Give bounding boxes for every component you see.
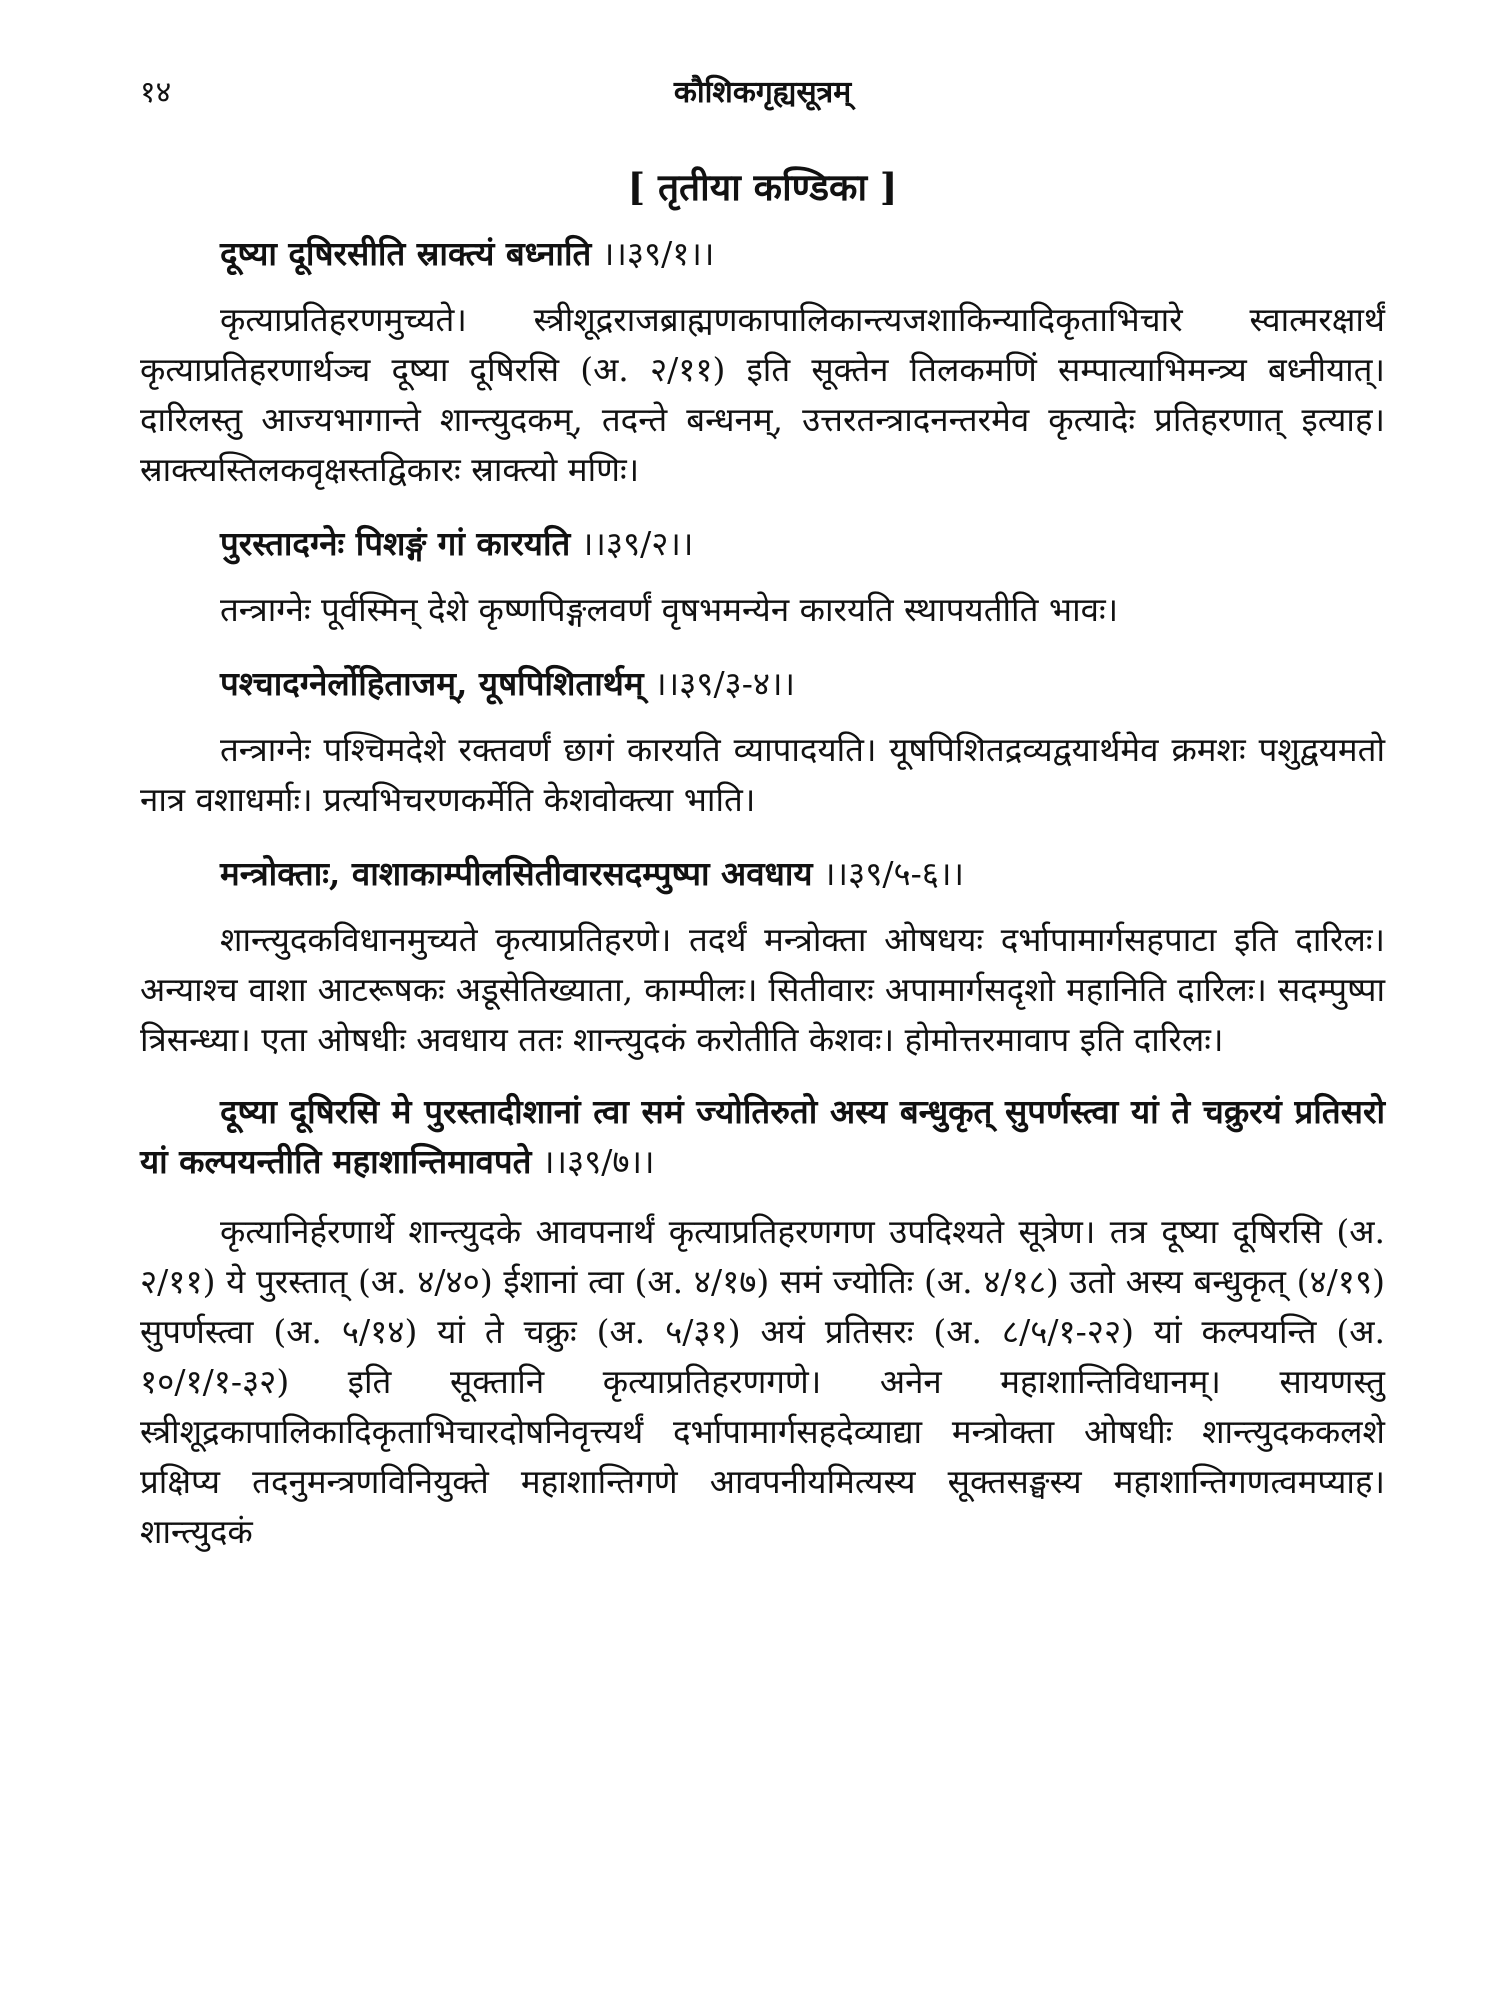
commentary-paragraph: कृत्याप्रतिहरणमुच्यते। स्त्रीशूद्रराजब्राह्मणकापालिकान्त्यजशाकिन्यादिकृताभिचारे स्वात्मरक्षार्थं कृत्याप्रतिहरणार्थञ्च दूष्या दूषिरसि (अ. २/११) इति सूक्तेन तिलकमणिं सम्पात्याभिमन्त्र्य बध्नीयात्। दारिलस्तु आज्यभागान्ते शान्त्युदकम्, तदन्ते बन्धनम्, उत्तरतन्त्रादनन्तरमेव कृत्यादेः प्रतिहरणात् इत्याह। स्राक्त्यस्तिलकवृक्षस्तद्विकारः स्राक्त्यो मणिः। (140, 300, 1385, 489)
sutra-text: दूष्या दूषिरसीति स्राक्त्यं बध्नाति (220, 234, 592, 273)
sutra-text: दूष्या दूषिरसि मे पुरस्तादीशानां त्वा समं ज्योतिरुतो अस्य बन्धुकृत् सुपर्णस्त्वा यां ते चक्रुरयं प्रतिसरो यां कल्पयन्तीति महाशान्तिमावपते (140, 1092, 1385, 1181)
sutra-text: मन्त्रोक्ताः, वाशाकाम्पीलसितीवारसदम्पुष्पा अवधाय (220, 854, 813, 893)
sutra-reference: ।।३९/१।। (601, 234, 715, 273)
sutra-line (140, 227, 1385, 281)
running-title: कौशिकगृह्यसूत्रम् (673, 75, 852, 110)
sutra-block (140, 1087, 1385, 1187)
commentary-paragraph: कृत्यानिर्हरणार्थे शान्त्युदके आवपनार्थं कृत्याप्रतिहरणगण उपदिश्यते सूत्रेण। तत्र दूष्या दूषिरसि (अ. २/११) ये पुरस्तात् (अ. ४/४०) ईशानां त्वा (अ. ४/१७) समं ज्योतिः (अ. ४/१८) उतो अस्य बन्धुकृत् (४/१९) सुपर्णस्त्वा (अ. ५/१४) यां ते चक्रुः (अ. ५/३१) अयं प्रतिसरः (अ. ८/५/१-२२) यां कल्पयन्ति (अ. १०/१/१-३२) इति सूक्तानि कृत्याप्रतिहरणगणे। अनेन महाशान्तिविधानम्। सायणस्तु स्त्रीशूद्रकापालिकादिकृताभिचारदोषनिवृत्त्यर्थं दर्भापामार्गसहदेव्याद्या मन्त्रोक्ता ओषधीः शान्त्युदककलशे प्रक्षिप्य तदनुमन्त्रणविनियुक्ते महाशान्तिगणे आवपनीयमित्यस्य सूक्तसङ्घस्य महाशान्तिगणत्वमप्याह। शान्त्युदकं (140, 1212, 1385, 1551)
sutra-line (140, 657, 1385, 711)
commentary-paragraph: तन्त्राग्नेः पूर्वस्मिन् देशे कृष्णपिङ्गलवर्णं वृषभमन्येन कारयति स्थापयतीति भावः। (220, 590, 1119, 629)
sutra-reference: ।।३९/७।। (541, 1142, 655, 1181)
sutra-text: पश्चादग्नेर्लोहिताजम्, यूषपिशितार्थम् (220, 664, 644, 703)
sutra-text: पुरस्तादग्नेः पिशङ्गं गां कारयति (220, 524, 571, 563)
sutra-line (140, 517, 1385, 571)
sutra-reference: ।।३९/२।। (580, 524, 694, 563)
sutra-line (140, 847, 1385, 901)
section-heading: [ तृतीया कण्डिका ] (627, 165, 898, 209)
book-page (140, 70, 1385, 1579)
page-number: १४ (140, 75, 172, 110)
page-header (140, 70, 1385, 122)
commentary-paragraph: शान्त्युदकविधानमुच्यते कृत्याप्रतिहरणे। तदर्थं मन्त्रोक्ता ओषधयः दर्भापामार्गसहपाटा इति दारिलः। अन्याश्च वाशा आटरूषकः अडूसेतिख्याता, काम्पीलः। सितीवारः अपामार्गसदृशो महानिति दारिलः। सदम्पुष्पा त्रिसन्ध्या। एता ओषधीः अवधाय ततः शान्त्युदकं करोतीति केशवः। होमोत्तरमावाप इति दारिलः। (140, 920, 1385, 1059)
commentary-paragraph: तन्त्राग्नेः पश्चिमदेशे रक्तवर्णं छागं कारयति व्यापादयति। यूषपिशितद्रव्यद्वयार्थमेव क्रमशः पशुद्वयमतो नात्र वशाधर्माः। प्रत्यभिचरणकर्मेति केशवोक्त्या भाति। (140, 730, 1385, 819)
sutra-reference: ।।३९/३-४।। (654, 664, 796, 703)
sutra-reference: ।।३९/५-६।। (823, 854, 964, 893)
